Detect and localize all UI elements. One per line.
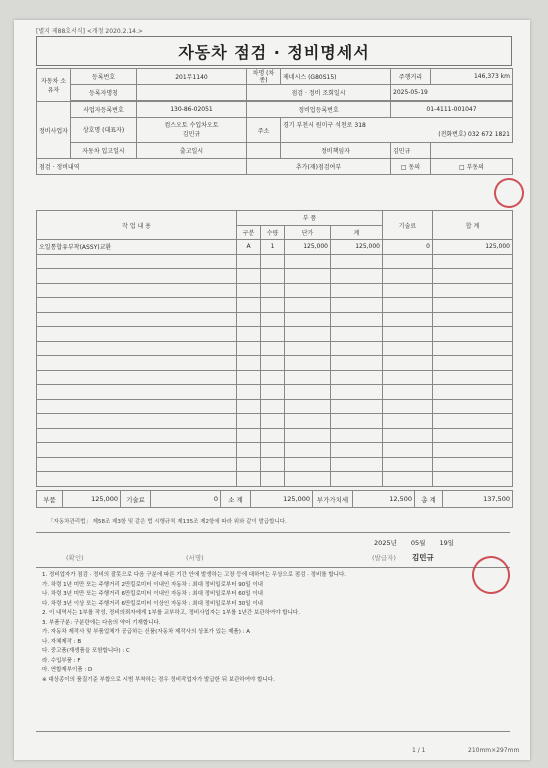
note-line: 라. 수입부품 : F — [42, 657, 81, 664]
totals-row — [36, 490, 513, 508]
empty-cell — [285, 370, 331, 385]
empty-cell — [237, 298, 261, 313]
subtotal-label: 소 계 — [221, 491, 251, 508]
empty-cell — [433, 269, 513, 284]
mechanic-value: 김민규 — [391, 143, 431, 159]
empty-cell — [433, 254, 513, 269]
col-parts-header: 부 품 — [237, 211, 383, 226]
empty-cell — [37, 399, 237, 414]
note-line: 2. 이 내역서는 1부를 작성, 정비의뢰자에게 1부를 교부하고, 정비사업자는 1부를 1년간 보관하여야 합니다. — [42, 610, 300, 616]
empty-cell — [237, 327, 261, 342]
vat-label: 부가가치세 — [313, 491, 353, 508]
empty-cell — [383, 327, 433, 342]
vat-value: 12,500 — [353, 491, 415, 508]
note-line: 나. 차령 3년 미만 또는 주행거리 6만킬로미터 이내인 자동차 : 최대 정비일로부터 60일 이내 — [42, 591, 263, 597]
work-request-label: 점검 · 정비내역 — [37, 159, 247, 175]
parts-total-value: 125,000 — [63, 491, 121, 508]
empty-cell — [383, 370, 433, 385]
table-row-empty — [37, 327, 513, 342]
empty-cell — [383, 312, 433, 327]
mileage-value: 146,373 km — [431, 69, 513, 85]
note-line: 3. 부품구분: 구분란에는 다음의 약어 기재합니다. — [42, 619, 161, 626]
empty-cell — [261, 341, 285, 356]
col-qty-header: 수량 — [261, 225, 285, 240]
table-row-empty — [37, 472, 513, 487]
empty-cell — [37, 283, 237, 298]
empty-cell — [331, 457, 383, 472]
owner-name-value — [137, 85, 247, 101]
empty-cell — [37, 472, 237, 487]
empty-cell — [261, 298, 285, 313]
empty-cell — [383, 298, 433, 313]
date-signature-block — [36, 532, 510, 568]
empty-cell — [37, 385, 237, 400]
empty-cell — [433, 414, 513, 429]
empty-cell — [37, 457, 237, 472]
row-work: 오일통합유부착(ASSY)교환 — [37, 240, 237, 255]
table-row-empty — [37, 283, 513, 298]
empty-cell — [331, 312, 383, 327]
col-kind-header: 구분 — [237, 225, 261, 240]
empty-cell — [331, 472, 383, 487]
empty-cell — [261, 385, 285, 400]
empty-cell — [261, 472, 285, 487]
reg-no-value: 201무1140 — [137, 69, 247, 85]
row-total: 125,000 — [433, 240, 513, 255]
grand-total-value: 137,500 — [443, 491, 513, 508]
shop-name: 컴스오토 수입차오토 — [164, 122, 219, 129]
empty-cell — [383, 457, 433, 472]
address-value: 경기 부천시 원미구 석천로 318 — [283, 122, 366, 129]
empty-cell — [37, 298, 237, 313]
table-row-empty — [37, 399, 513, 414]
empty-cell — [237, 472, 261, 487]
empty-cell — [383, 254, 433, 269]
customer-confirm-label: (확인) — [66, 554, 84, 562]
empty-cell — [237, 457, 261, 472]
form-reference: [별지 제88호서식] <개정 2020.2.14.> — [36, 28, 143, 35]
empty-cell — [383, 399, 433, 414]
empty-cell — [383, 385, 433, 400]
empty-cell — [285, 385, 331, 400]
table-row-empty — [37, 254, 513, 269]
empty-cell — [331, 414, 383, 429]
table-row-empty — [37, 428, 513, 443]
empty-cell — [237, 254, 261, 269]
empty-cell — [237, 385, 261, 400]
note-line: ※ 대상종이의 품질기준 부합으로 시범 부착하는 경우 정비작업자가 발급한 뒤 보관하여야 합니다. — [42, 676, 275, 683]
empty-cell — [261, 312, 285, 327]
empty-cell — [285, 428, 331, 443]
empty-cell — [237, 414, 261, 429]
empty-cell — [285, 472, 331, 487]
note-line: 1. 정비업자가 점검 · 정비의 잘못으로 다음 구분에 따른 기간 안에 발생하는 고장 등에 대하여는 무상으로 점검 · 정비를 합니다. — [42, 572, 347, 578]
address-cell — [281, 118, 513, 143]
empty-cell — [37, 269, 237, 284]
empty-cell — [433, 312, 513, 327]
row-kind: A — [237, 240, 261, 255]
table-row-empty — [37, 443, 513, 458]
period-label: 점검 · 정비 조회일시 — [247, 85, 391, 101]
biz-no-value: 130-86-02051 — [137, 102, 247, 118]
empty-cell — [331, 298, 383, 313]
col-work-header: 작 업 내 용 — [37, 211, 237, 240]
empty-cell — [237, 356, 261, 371]
empty-cell — [433, 283, 513, 298]
empty-cell — [285, 443, 331, 458]
empty-cell — [383, 443, 433, 458]
table-row-empty — [37, 414, 513, 429]
page-number: 1 / 1 — [412, 747, 426, 754]
recheck-label: 추가(재)점검여부 — [247, 159, 391, 175]
issuer-label: (발급자) — [372, 554, 396, 562]
empty-cell — [37, 254, 237, 269]
note-line: 다. 중고품(재생품을 포함합니다) : C — [42, 648, 130, 654]
empty-cell — [37, 443, 237, 458]
empty-cell — [261, 443, 285, 458]
note-line: 다. 차령 3년 이상 또는 주행거리 6만킬로미터 이상인 자동차 : 최대 정비일로부터 30일 이내 — [42, 600, 263, 607]
issue-day: 19일 — [439, 539, 454, 547]
table-row-empty — [37, 298, 513, 313]
shop-reg-label: 정비업등록번호 — [247, 102, 391, 118]
empty-cell — [261, 414, 285, 429]
shop-reg-value: 01-4111-001047 — [391, 102, 513, 118]
empty-cell — [433, 370, 513, 385]
note-line: 나. 자체제작 : B — [42, 638, 82, 645]
empty-cell — [383, 269, 433, 284]
document-title: 자동차 점검 · 정비명세서 — [36, 36, 512, 66]
dispatch-label: 출고일시 — [137, 143, 247, 159]
document-sheet — [14, 20, 530, 760]
empty-cell — [433, 457, 513, 472]
empty-cell — [261, 457, 285, 472]
empty-cell — [237, 283, 261, 298]
col-unit-header: 단가 — [285, 225, 331, 240]
empty-cell — [331, 370, 383, 385]
table-row — [37, 240, 513, 255]
model-value: 제네시스 (G80S15) — [281, 69, 391, 85]
empty-cell — [237, 312, 261, 327]
row-amount: 125,000 — [331, 240, 383, 255]
empty-cell — [37, 327, 237, 342]
empty-cell — [237, 269, 261, 284]
empty-cell — [261, 269, 285, 284]
empty-cell — [285, 341, 331, 356]
empty-cell — [237, 370, 261, 385]
table-row-empty — [37, 356, 513, 371]
empty-cell — [383, 472, 433, 487]
table-row-empty — [37, 385, 513, 400]
issue-year: 2025년 — [374, 539, 397, 547]
empty-cell — [37, 341, 237, 356]
biz-no-label: 사업자등록번호 — [71, 102, 137, 118]
empty-cell — [285, 414, 331, 429]
shop-name-label: 상호명 (대표자) — [71, 118, 137, 143]
empty-cell — [261, 327, 285, 342]
empty-cell — [383, 356, 433, 371]
header-grid — [36, 68, 513, 175]
empty-cell — [261, 399, 285, 414]
empty-cell — [331, 269, 383, 284]
empty-cell — [37, 370, 237, 385]
labor-total-label: 기술료 — [121, 491, 151, 508]
agree-checkbox[interactable]: □ 동의 — [391, 159, 431, 175]
empty-cell — [285, 298, 331, 313]
empty-cell — [433, 356, 513, 371]
empty-cell — [37, 356, 237, 371]
empty-cell — [433, 341, 513, 356]
empty-cell — [433, 327, 513, 342]
empty-cell — [331, 443, 383, 458]
empty-cell — [433, 472, 513, 487]
empty-cell — [331, 356, 383, 371]
legal-statement: 「자동차관리법」 제58조 제3항 및 같은 법 시행규칙 제135조 제2항에 따라 위와 같이 발급합니다. — [48, 519, 287, 525]
row-qty: 1 — [261, 240, 285, 255]
table-row-empty — [37, 457, 513, 472]
col-total-header: 합 계 — [433, 211, 513, 240]
table-row-empty — [37, 370, 513, 385]
empty-cell — [331, 254, 383, 269]
empty-cell — [433, 385, 513, 400]
empty-cell — [433, 298, 513, 313]
empty-cell — [237, 341, 261, 356]
table-row-empty — [37, 312, 513, 327]
phone-value: (전화번호) 032 672 1821 — [438, 131, 510, 138]
empty-cell — [237, 443, 261, 458]
address-label: 주소 — [247, 118, 281, 143]
empty-cell — [383, 341, 433, 356]
empty-cell — [383, 414, 433, 429]
empty-cell — [285, 254, 331, 269]
empty-cell — [433, 443, 513, 458]
empty-cell — [37, 312, 237, 327]
shop-name-cell — [137, 118, 247, 143]
company-seal-stamp — [490, 174, 528, 212]
empty-cell — [331, 399, 383, 414]
mileage-label: 주행거리 — [391, 69, 431, 85]
empty-cell — [261, 428, 285, 443]
empty-cell — [285, 399, 331, 414]
row-labor: 0 — [383, 240, 433, 255]
empty-cell — [285, 457, 331, 472]
notes-section — [36, 567, 510, 732]
shop-section-label: 정비사업자 — [37, 102, 71, 159]
empty-cell — [331, 327, 383, 342]
empty-cell — [433, 428, 513, 443]
parts-total-label: 부품 — [37, 491, 63, 508]
subtotal-value: 125,000 — [251, 491, 313, 508]
empty-cell — [331, 428, 383, 443]
empty-cell — [261, 283, 285, 298]
owner-section-label: 자동차 소유자 — [37, 69, 71, 102]
table-row-empty — [37, 341, 513, 356]
empty-cell — [383, 283, 433, 298]
empty-cell — [433, 399, 513, 414]
empty-cell — [285, 312, 331, 327]
col-amount-header: 계 — [331, 225, 383, 240]
empty-cell — [285, 269, 331, 284]
empty-cell — [37, 414, 237, 429]
row-unit: 125,000 — [285, 240, 331, 255]
note-line: 마. 연합재부이품 : D — [42, 667, 93, 673]
empty-cell — [383, 428, 433, 443]
received-label: 자동차 입고일시 — [71, 143, 137, 159]
table-row-empty — [37, 269, 513, 284]
empty-cell — [261, 254, 285, 269]
note-line: 가. 자동차 제작사 및 부품업체가 공급하는 신품(자동차 제작사의 상표가 있는 제품) : A — [42, 629, 250, 635]
empty-cell — [285, 356, 331, 371]
work-items-table — [36, 210, 513, 487]
owner-name-label: 등록자명칭 — [71, 85, 137, 101]
labor-total-value: 0 — [151, 491, 221, 508]
dispatch-value — [247, 143, 281, 159]
issuer-name: 김민규 — [412, 553, 434, 562]
empty-cell — [261, 356, 285, 371]
grand-total-label: 총 계 — [415, 491, 443, 508]
empty-cell — [237, 428, 261, 443]
model-label: 차명 (차종) — [247, 69, 281, 85]
empty-cell — [261, 370, 285, 385]
paper-size: 210mm×297mm — [468, 747, 520, 754]
empty-cell — [37, 428, 237, 443]
note-line: 가. 차령 1년 미만 또는 주행거리 2만킬로미터 이내인 자동차 : 최대 정비일로부터 90일 이내 — [42, 581, 263, 588]
empty-cell — [331, 341, 383, 356]
shop-rep: 김민규 — [182, 131, 201, 138]
empty-cell — [285, 283, 331, 298]
reg-no-label: 등록번호 — [71, 69, 137, 85]
customer-sign-label: (서명) — [186, 554, 204, 562]
mechanic-label: 정비책임자 — [281, 143, 391, 159]
disagree-checkbox[interactable]: □ 부동의 — [431, 159, 513, 175]
issue-month: 05월 — [410, 539, 426, 547]
empty-cell — [331, 283, 383, 298]
empty-cell — [237, 399, 261, 414]
empty-cell — [331, 385, 383, 400]
period-value: 2025-05-19 — [391, 85, 513, 101]
empty-cell — [285, 327, 331, 342]
col-labor-header: 기술료 — [383, 211, 433, 240]
